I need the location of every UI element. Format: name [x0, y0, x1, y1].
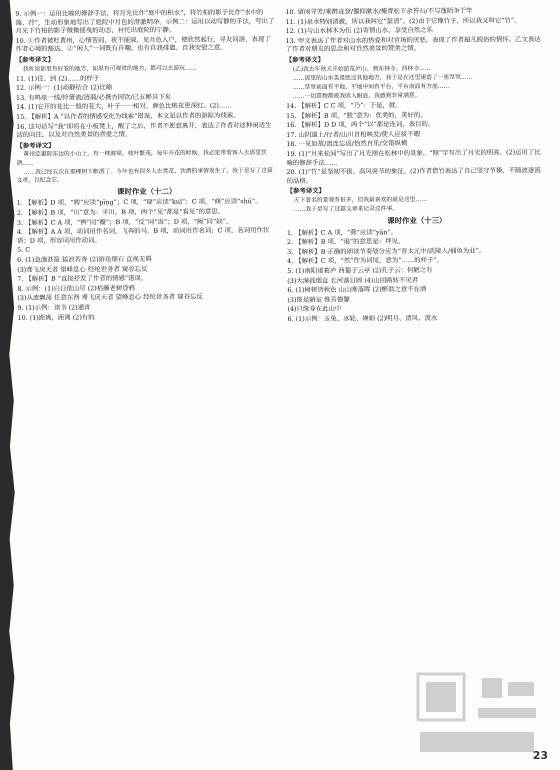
torn-page-edge: [0, 0, 16, 770]
answer-item: 19. (1)“月来松间”写出了月光照在松林中的景象，“照”字写出了月光的明亮。(2)运用了比喻的修辞手法……: [286, 148, 541, 167]
answer-item: 2. 【解析】B 项，“谒”的意思是：拜见。: [286, 237, 405, 247]
translation-paragraph: ……我于是写了这篇文章来记录这件事。: [293, 206, 399, 213]
answer-item: (3)鸢飞戾天者 望峰息心 经纶世务者 窥谷忘反: [17, 264, 148, 274]
mxqe-watermark-icon: [412, 668, 542, 760]
answer-item: 10. ①作者被贬黄州，心情苦闷，夜不能寐，见月色入户，便欣然起行，寻友同游，表现了作者心境的豁达。②“闲人”一词既有自嘲，也有自我排遣、自我安慰之意。: [15, 34, 271, 54]
answer-item: 12. 示例一：(1)动静结合 (2)比喻: [15, 83, 113, 93]
answer-item: (3)从流飘荡 任意东西 鸢飞戾天者 望峰息心 经纶世务者 窥谷忘反: [17, 292, 203, 303]
answer-item: (3)大漠孤烟直 长河落日圆 (4)山回路转不见君: [287, 275, 419, 285]
answer-item: 1. 【解析】C A 项，“燕”应读“yān”。: [286, 227, 398, 237]
answer-item: 2. 【解析】B 项，“川”意为：平川。B 项，两个“见”都是“看见”的意思。: [16, 207, 225, 217]
answer-item: 1. 【解析】D 项，“娉”应读“pīng”；C 项，“窥”应读“kuī”；C 项，“倏”应读“shū”。: [16, 197, 262, 208]
translation-paragraph: 天下著名的景观有很多，但我最喜欢的就是这里……: [293, 196, 428, 204]
answer-item: 9. 示例一：运用比喻的修辞手法，将月光比作“庭中的积水”，将竹柏的影子比作“水中的藻、荇”，生动形象地写出了庭院中月色的澄澈明净。示例二：运用以动写静的手法，写出了月光下竹柏的影子微微摇曳的动态，衬托出庭院的宁静。: [15, 8, 275, 36]
answer-item: 6. (1)树树皆秋色 山山唯落晖 (2)醉翁之意不在酒: [287, 285, 427, 295]
answer-page: [15, 6, 550, 762]
reference-translation-heading: 【参考译文】: [286, 186, 326, 196]
answer-item: 13. 甲文表达了作者对山水的热爱和对官场的厌恶，表现了作者超凡脱俗的情怀。乙文表达了作者对朋友的思念和对自然美景的赞美之情。: [285, 34, 541, 54]
answer-item: 20. (1)“竹”是坚韧不拔、高风亮节的象征。(2)作者借竹表达了自己坚守节操、不随波逐流的品格。: [286, 166, 541, 185]
answer-item: 14. 【解析】C C 项，“乃”：于是，就。: [286, 101, 402, 110]
answer-item: 12. (1)与山水林木为伍 (2)寄情山水，享受自然之乐: [285, 26, 433, 36]
translation-paragraph: (乙)我去年秋天开始游览庐山，到东林寺、西林寺……: [292, 65, 431, 73]
answer-item: 7. 【解析】B “直接抒发了作者的情感”错误。: [17, 274, 148, 283]
answer-item: 3. 【解析】C A 项，“辨”同“瓣”；B 项，“反”同“返”；D 项，“阙”同“缺”。: [16, 216, 233, 227]
translation-paragraph: 黄州定惠院东边的小山上，有一株海棠，枝叶繁茂，每年开花的时候，我必定带着客人去那里饮酒……: [16, 150, 267, 167]
reference-translation-heading: 【参考译文】: [285, 55, 325, 64]
answer-item: 18. 一见如故/流连忘返/怡然自乐/交错纵横: [286, 139, 408, 149]
section-title: 课时作业（十二）: [117, 186, 177, 196]
answer-item: 11. (1)往、到 (2)……的样子: [15, 73, 100, 83]
answer-item: 4. 【解析】A A 项，动词用作名词，飞奔的马。B 项，动词用作名词；C 项，名词用作状语；D 项，形容词用作动词。: [16, 226, 270, 245]
answer-item: 5. C: [17, 246, 31, 255]
answer-item: 16. 【解析】D D 项，两个“以”都是连词，表目的。: [286, 120, 435, 130]
translation-paragraph: ……草堂前面有平地，平地中间有平台，平台南面有方池……: [292, 83, 450, 91]
translation-paragraph: ……那里的山水美景胜过其他地方，我于是在这里建造了一座草堂……: [292, 74, 473, 82]
answer-item: (4)只缘身在此山中: [287, 304, 342, 314]
translation-paragraph: 我听说那里有好看的地方，如果有可观赏的地方，都可以去游玩……: [22, 65, 197, 73]
answer-item: 15. 【解析】A “以作者的情感变化为线索”错误，本文是以作者的游踪为线索。: [16, 111, 240, 121]
answer-item: 5. (1)南阳诸葛庐 西蜀子云亭 (2)孔子云：何陋之有: [287, 265, 433, 275]
answer-item: 9. (1)示例：读书 (2)通宵: [17, 303, 91, 312]
answer-item: (3)斯是陋室 惟吾德馨: [287, 295, 350, 304]
answer-item: 14. (1)它开的花比一般的花大，叶子一一相对，颜色比桃花更深红。(2)……: [16, 101, 232, 112]
reference-translation-heading: 【参考译文】: [15, 55, 55, 64]
page-number: 23: [532, 749, 548, 762]
translation-paragraph: ……我已经五次在那棵树下醉酒了。今年也有很多人去赏花，饮酒的事情发生了，我于是写了这篇文章，以纪念它。: [16, 167, 273, 184]
answer-item: 13. 有鸣泉一线/铃箫流/涟漪/必携杏园饮/已五醉其下矣: [15, 92, 172, 102]
answer-item: 4. 【解析】C 项，“然”作为词尾，意为“……的样子”。: [287, 256, 444, 266]
answer-item: 10. (1)距离，距离 (2)有的: [17, 312, 95, 322]
answer-item: 15. 【解析】B 项，“胜”意为：优美的，美好的。: [286, 110, 427, 120]
answer-item: 3. 【解析】B 正确的朗读节奏划分应为“晋太元中/武陵人/捕鱼为业”。: [287, 246, 486, 256]
translation-paragraph: ……一切景物都被我收入眼底，我感到非常满意。: [292, 92, 421, 100]
answer-item: 17. 山阴道上/行者/山川自相映发/使人应接不暇: [286, 129, 420, 139]
reference-translation-heading: 【参考译文】: [16, 141, 55, 150]
answer-item: 10. 留闲寻芳/乘醉直登/偃仰漱水/掩青松下余苔石/不与蓬陌争于竿: [285, 6, 473, 16]
answer-item: 8. 示例：(1)白日依山尽 (2)枯藤老树昏鸦: [17, 283, 136, 293]
answer-item: 6. (1)急湍甚箭 猛浪若奔 (2)游鱼细石 直视无碍: [17, 254, 152, 264]
answer-item: 11. (1)泉水特别清澈，所以我叫它“鉴清”。(2)由于它像竹子，所以我又叫它“竹”。: [285, 15, 521, 26]
section-title: 课时作业（十三）: [387, 215, 447, 226]
answer-item: 16. 这句话写“我”即将在小板凳上，醒了之后，作者不愿意离开，表达了作者对这种闲适生活的向往，以及对自然美景的喜爱之情。: [16, 120, 272, 140]
right-column: [285, 6, 550, 760]
left-column: [15, 8, 280, 762]
answer-item: 6. (1)示例：玉兔、冰轮、婵娟 (2)明月、清风、流水: [287, 313, 438, 323]
